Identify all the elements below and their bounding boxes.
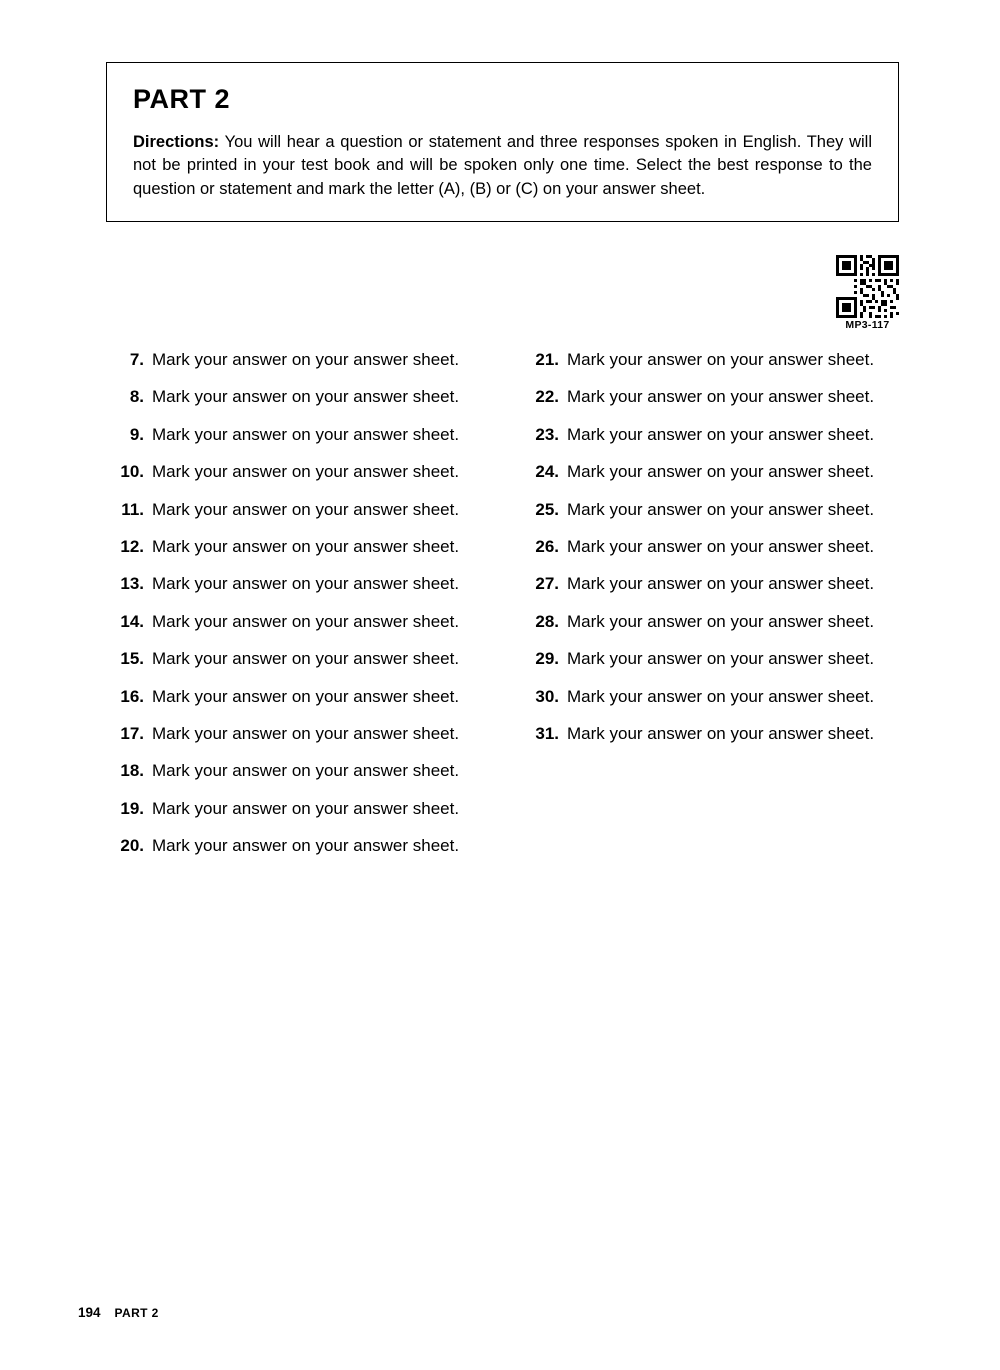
page-title: PART 2 — [133, 84, 231, 114]
question-number: 30. — [535, 686, 559, 706]
question-number: 17. — [120, 723, 144, 743]
question-text: Mark your answer on your answer sheet. — [152, 350, 460, 369]
list-item — [519, 574, 919, 611]
question-text: Mark your answer on your answer sheet. — [152, 798, 460, 818]
question-text: Mark your answer on your answer sheet. — [567, 350, 875, 369]
question-text: Mark your answer on your answer sheet. — [152, 499, 460, 519]
list-item — [519, 649, 919, 686]
list-item — [104, 649, 504, 686]
question-number: 13. — [120, 574, 144, 594]
question-text: Mark your answer on your answer sheet. — [567, 499, 875, 519]
qr-code-icon — [836, 255, 899, 318]
list-item — [519, 387, 919, 424]
question-number: 12. — [120, 536, 144, 556]
list-item — [519, 425, 919, 462]
question-text: Mark your answer on your answer sheet. — [567, 649, 875, 669]
list-item — [104, 574, 504, 611]
list-item — [104, 612, 504, 649]
question-text: Mark your answer on your answer sheet. — [152, 723, 460, 743]
question-number: 7. — [129, 350, 144, 369]
question-number: 10. — [120, 462, 144, 482]
question-number: 26. — [535, 536, 559, 556]
question-number: 21. — [535, 350, 559, 369]
question-number: 24. — [535, 462, 559, 482]
list-item — [104, 350, 504, 387]
directions-body: You will hear a question or statement and three responses spoken in English. They will not be printed in your test book and will be spoken only one time. Select the best response to the question or statement and mark the letter (A), (B) or (C) on your answer sheet. — [133, 132, 872, 198]
question-column-right — [519, 350, 919, 761]
question-text: Mark your answer on your answer sheet. — [567, 536, 875, 556]
question-number: 19. — [120, 798, 144, 818]
question-text: Mark your answer on your answer sheet. — [567, 387, 875, 407]
list-item — [519, 612, 919, 649]
question-text: Mark your answer on your answer sheet. — [152, 836, 460, 856]
question-number: 25. — [535, 499, 559, 519]
question-text: Mark your answer on your answer sheet. — [152, 574, 460, 594]
list-item — [519, 462, 919, 499]
question-number: 18. — [120, 761, 144, 781]
question-number: 27. — [535, 574, 559, 594]
question-text: Mark your answer on your answer sheet. — [152, 649, 460, 669]
list-item — [104, 687, 504, 724]
question-number: 15. — [120, 649, 144, 669]
question-text: Mark your answer on your answer sheet. — [152, 387, 460, 407]
question-number: 22. — [535, 387, 559, 407]
question-text: Mark your answer on your answer sheet. — [567, 574, 875, 594]
list-item — [104, 836, 504, 873]
question-number: 8. — [129, 387, 144, 407]
list-item — [104, 724, 504, 761]
directions-paragraph — [133, 131, 872, 201]
question-number: 9. — [129, 424, 144, 444]
audio-track-label: MP3-117 — [845, 319, 890, 331]
question-text: Mark your answer on your answer sheet. — [567, 611, 875, 631]
question-text: Mark your answer on your answer sheet. — [567, 462, 875, 482]
list-item — [519, 687, 919, 724]
question-text: Mark your answer on your answer sheet. — [152, 686, 460, 706]
footer-page-number: 194 — [78, 1305, 101, 1320]
directions-label: Directions: — [133, 132, 220, 151]
question-number: 28. — [535, 611, 559, 631]
question-text: Mark your answer on your answer sheet. — [152, 611, 460, 631]
question-number: 16. — [120, 686, 144, 706]
question-number: 14. — [120, 611, 144, 631]
list-item — [104, 425, 504, 462]
list-item — [104, 761, 504, 798]
list-item — [104, 500, 504, 537]
question-text: Mark your answer on your answer sheet. — [152, 424, 460, 444]
question-text: Mark your answer on your answer sheet. — [567, 723, 875, 743]
question-number: 23. — [535, 424, 559, 444]
list-item — [104, 387, 504, 424]
list-item — [104, 462, 504, 499]
question-text: Mark your answer on your answer sheet. — [152, 761, 460, 781]
question-number: 29. — [535, 649, 559, 669]
audio-track-marker — [836, 255, 899, 331]
question-text: Mark your answer on your answer sheet. — [567, 686, 875, 706]
question-text: Mark your answer on your answer sheet. — [152, 536, 460, 556]
list-item — [104, 537, 504, 574]
question-text: Mark your answer on your answer sheet. — [152, 462, 460, 482]
footer-section-label: PART 2 — [114, 1306, 159, 1320]
question-number: 31. — [535, 723, 559, 743]
list-item — [104, 799, 504, 836]
page-footer — [78, 1305, 159, 1320]
list-item — [519, 500, 919, 537]
question-text: Mark your answer on your answer sheet. — [567, 424, 875, 444]
question-number: 11. — [121, 499, 144, 519]
question-column-left — [104, 350, 504, 873]
directions-box — [106, 62, 899, 222]
list-item — [519, 537, 919, 574]
list-item — [519, 350, 919, 387]
list-item — [519, 724, 919, 761]
question-number: 20. — [120, 836, 144, 856]
